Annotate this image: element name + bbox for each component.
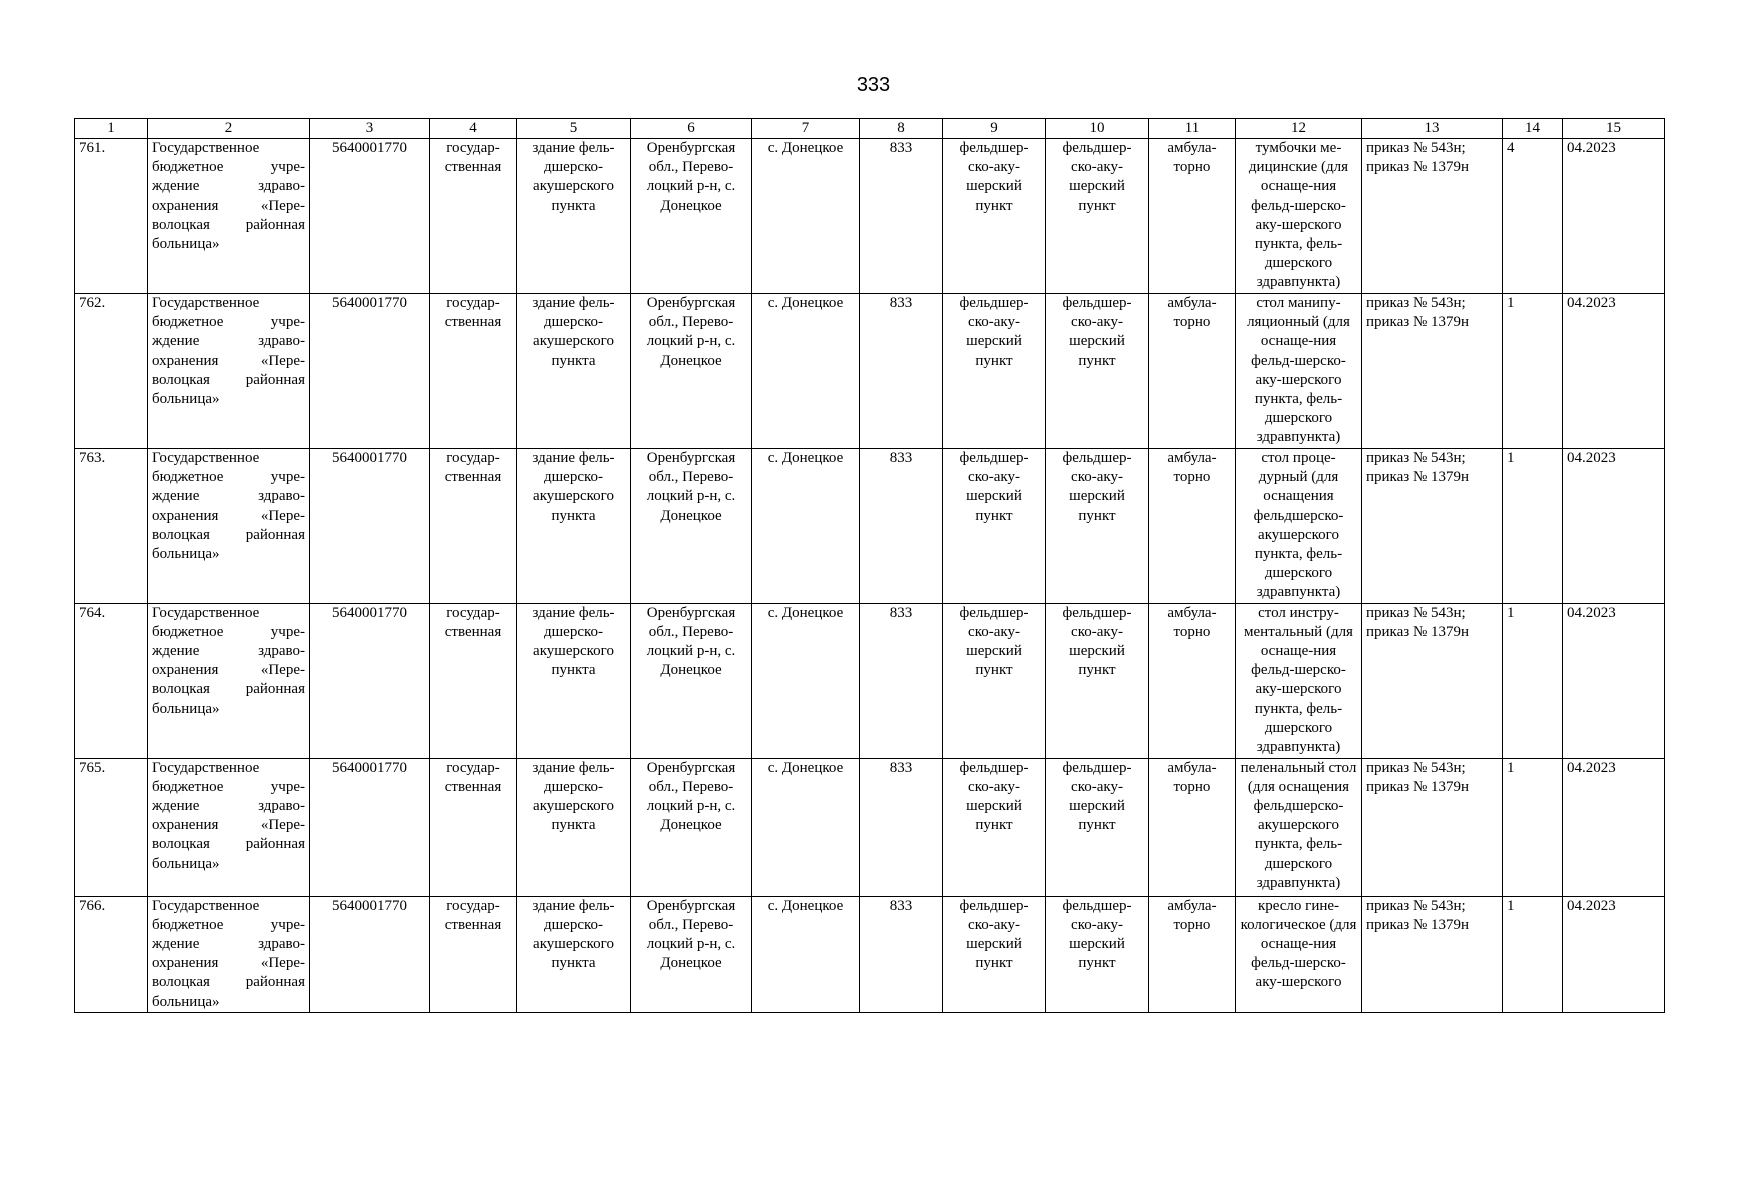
order-reference: приказ № 543н; приказ № 1379н bbox=[1362, 449, 1503, 604]
ownership-form: государ-ственная bbox=[430, 758, 517, 896]
column-number-9: 9 bbox=[943, 119, 1046, 139]
unit-type: фельдшер-ско-аку-шерский пункт bbox=[943, 603, 1046, 758]
quantity: 4 bbox=[1503, 139, 1563, 294]
care-type: амбула-торно bbox=[1149, 758, 1236, 896]
table-row bbox=[75, 758, 1665, 896]
code-value: 833 bbox=[860, 896, 943, 1012]
code-value: 833 bbox=[860, 139, 943, 294]
equipment-name: кресло гине-кологическое (для оснаще-ния фельд-шерско-аку-шерского bbox=[1236, 896, 1362, 1012]
inn-value: 5640001770 bbox=[310, 449, 430, 604]
building-name: здание фель-дшерско-акушерского пункта bbox=[517, 896, 631, 1012]
address: Оренбургская обл., Перево-лоцкий р-н, с. Донецкое bbox=[631, 603, 752, 758]
care-type: амбула-торно bbox=[1149, 139, 1236, 294]
organization-name: Государственное бюджетное учре-ждение здраво-охранения «Пере-волоцкая районная больница» bbox=[148, 603, 310, 758]
inn-value: 5640001770 bbox=[310, 139, 430, 294]
table-row bbox=[75, 603, 1665, 758]
order-reference: приказ № 543н; приказ № 1379н bbox=[1362, 758, 1503, 896]
unit-type: фельдшер-ско-аку-шерский пункт bbox=[943, 449, 1046, 604]
code-value: 833 bbox=[860, 603, 943, 758]
inn-value: 5640001770 bbox=[310, 603, 430, 758]
unit-name: фельдшер-ско-аку-шерский пункт bbox=[1046, 896, 1149, 1012]
building-name: здание фель-дшерско-акушерского пункта bbox=[517, 603, 631, 758]
quantity: 1 bbox=[1503, 449, 1563, 604]
column-number-2: 2 bbox=[148, 119, 310, 139]
order-reference: приказ № 543н; приказ № 1379н bbox=[1362, 294, 1503, 449]
locality: с. Донецкое bbox=[752, 896, 860, 1012]
ownership-form: государ-ственная bbox=[430, 294, 517, 449]
column-number-6: 6 bbox=[631, 119, 752, 139]
locality: с. Донецкое bbox=[752, 758, 860, 896]
equipment-name: стол инстру-ментальный (для оснаще-ния фельд-шерско-аку-шерского пункта, фель-дшерского здравпункта) bbox=[1236, 603, 1362, 758]
unit-name: фельдшер-ско-аку-шерский пункт bbox=[1046, 139, 1149, 294]
organization-name: Государственное бюджетное учре-ждение здраво-охранения «Пере-волоцкая районная больница» bbox=[148, 449, 310, 604]
equipment-name: стол манипу-ляционный (для оснаще-ния фельд-шерско-аку-шерского пункта, фель-дшерского здравпункта) bbox=[1236, 294, 1362, 449]
row-number: 766. bbox=[75, 896, 148, 1012]
table-row bbox=[75, 449, 1665, 604]
inn-value: 5640001770 bbox=[310, 896, 430, 1012]
table-row bbox=[75, 139, 1665, 294]
column-number-15: 15 bbox=[1563, 119, 1665, 139]
row-number: 765. bbox=[75, 758, 148, 896]
column-number-row bbox=[75, 119, 1665, 139]
unit-type: фельдшер-ско-аку-шерский пункт bbox=[943, 139, 1046, 294]
care-type: амбула-торно bbox=[1149, 896, 1236, 1012]
ownership-form: государ-ственная bbox=[430, 449, 517, 604]
column-number-13: 13 bbox=[1362, 119, 1503, 139]
care-type: амбула-торно bbox=[1149, 294, 1236, 449]
inn-value: 5640001770 bbox=[310, 294, 430, 449]
date-value: 04.2023 bbox=[1563, 139, 1665, 294]
unit-name: фельдшер-ско-аку-шерский пункт bbox=[1046, 449, 1149, 604]
date-value: 04.2023 bbox=[1563, 294, 1665, 449]
address: Оренбургская обл., Перево-лоцкий р-н, с. Донецкое bbox=[631, 294, 752, 449]
organization-name: Государственное бюджетное учре-ждение здраво-охранения «Пере-волоцкая районная больница» bbox=[148, 294, 310, 449]
order-reference: приказ № 543н; приказ № 1379н bbox=[1362, 896, 1503, 1012]
column-number-8: 8 bbox=[860, 119, 943, 139]
unit-type: фельдшер-ско-аку-шерский пункт bbox=[943, 896, 1046, 1012]
unit-type: фельдшер-ско-аку-шерский пункт bbox=[943, 758, 1046, 896]
unit-name: фельдшер-ско-аку-шерский пункт bbox=[1046, 294, 1149, 449]
column-number-5: 5 bbox=[517, 119, 631, 139]
locality: с. Донецкое bbox=[752, 449, 860, 604]
equipment-name: пеленальный стол (для оснащения фельдшерско-акушерского пункта, фель-дшерского здравпункта) bbox=[1236, 758, 1362, 896]
care-type: амбула-торно bbox=[1149, 449, 1236, 604]
quantity: 1 bbox=[1503, 294, 1563, 449]
building-name: здание фель-дшерско-акушерского пункта bbox=[517, 758, 631, 896]
building-name: здание фель-дшерско-акушерского пункта bbox=[517, 449, 631, 604]
quantity: 1 bbox=[1503, 758, 1563, 896]
order-reference: приказ № 543н; приказ № 1379н bbox=[1362, 139, 1503, 294]
column-number-3: 3 bbox=[310, 119, 430, 139]
locality: с. Донецкое bbox=[752, 603, 860, 758]
organization-name: Государственное бюджетное учре-ждение здраво-охранения «Пере-волоцкая районная больница» bbox=[148, 139, 310, 294]
page-number: 333 bbox=[856, 74, 891, 96]
code-value: 833 bbox=[860, 758, 943, 896]
ownership-form: государ-ственная bbox=[430, 139, 517, 294]
column-number-14: 14 bbox=[1503, 119, 1563, 139]
table-row bbox=[75, 896, 1665, 1012]
address: Оренбургская обл., Перево-лоцкий р-н, с. Донецкое bbox=[631, 449, 752, 604]
building-name: здание фель-дшерско-акушерского пункта bbox=[517, 294, 631, 449]
ownership-form: государ-ственная bbox=[430, 603, 517, 758]
unit-name: фельдшер-ско-аку-шерский пункт bbox=[1046, 758, 1149, 896]
date-value: 04.2023 bbox=[1563, 449, 1665, 604]
date-value: 04.2023 bbox=[1563, 758, 1665, 896]
inn-value: 5640001770 bbox=[310, 758, 430, 896]
row-number: 762. bbox=[75, 294, 148, 449]
order-reference: приказ № 543н; приказ № 1379н bbox=[1362, 603, 1503, 758]
equipment-name: тумбочки ме-дицинские (для оснаще-ния фельд-шерско-аку-шерского пункта, фель-дшерского здравпункта) bbox=[1236, 139, 1362, 294]
organization-name: Государственное бюджетное учре-ждение здраво-охранения «Пере-волоцкая районная больница» bbox=[148, 758, 310, 896]
quantity: 1 bbox=[1503, 603, 1563, 758]
registry-table bbox=[74, 118, 1665, 1013]
row-number: 763. bbox=[75, 449, 148, 604]
date-value: 04.2023 bbox=[1563, 603, 1665, 758]
unit-type: фельдшер-ско-аку-шерский пункт bbox=[943, 294, 1046, 449]
address: Оренбургская обл., Перево-лоцкий р-н, с. Донецкое bbox=[631, 896, 752, 1012]
date-value: 04.2023 bbox=[1563, 896, 1665, 1012]
ownership-form: государ-ственная bbox=[430, 896, 517, 1012]
code-value: 833 bbox=[860, 294, 943, 449]
column-number-11: 11 bbox=[1149, 119, 1236, 139]
quantity: 1 bbox=[1503, 896, 1563, 1012]
organization-name: Государственное бюджетное учре-ждение здраво-охранения «Пере-волоцкая районная больница» bbox=[148, 896, 310, 1012]
locality: с. Донецкое bbox=[752, 294, 860, 449]
address: Оренбургская обл., Перево-лоцкий р-н, с. Донецкое bbox=[631, 758, 752, 896]
column-number-7: 7 bbox=[752, 119, 860, 139]
address: Оренбургская обл., Перево-лоцкий р-н, с. Донецкое bbox=[631, 139, 752, 294]
table-row bbox=[75, 294, 1665, 449]
unit-name: фельдшер-ско-аку-шерский пункт bbox=[1046, 603, 1149, 758]
equipment-name: стол проце-дурный (для оснащения фельдшерско-акушерского пункта, фель-дшерского здравпункта) bbox=[1236, 449, 1362, 604]
row-number: 764. bbox=[75, 603, 148, 758]
column-number-12: 12 bbox=[1236, 119, 1362, 139]
care-type: амбула-торно bbox=[1149, 603, 1236, 758]
locality: с. Донецкое bbox=[752, 139, 860, 294]
code-value: 833 bbox=[860, 449, 943, 604]
column-number-10: 10 bbox=[1046, 119, 1149, 139]
column-number-1: 1 bbox=[75, 119, 148, 139]
column-number-4: 4 bbox=[430, 119, 517, 139]
building-name: здание фель-дшерско-акушерского пункта bbox=[517, 139, 631, 294]
row-number: 761. bbox=[75, 139, 148, 294]
